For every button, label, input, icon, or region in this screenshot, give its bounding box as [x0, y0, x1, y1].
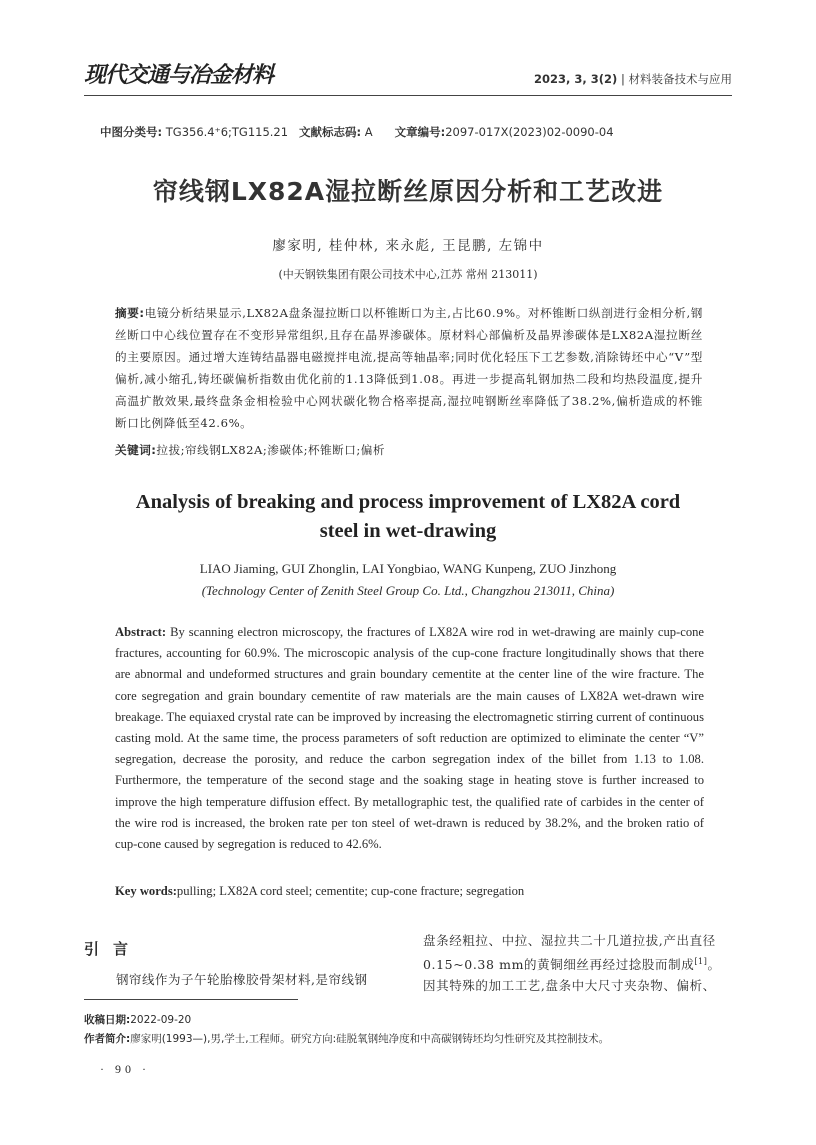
bio-value: 廖家明(1993—),男,学士,工程师。研究方向:硅脱氧钢纯净度和中高碳钢铸坯均匀性研究及其控制技术。 [130, 1033, 610, 1045]
article-no-value: 2097-017X(2023)02-0090-04 [445, 125, 614, 139]
issue-info: 2023, 3, 3(2) | 材料装备技术与应用 [534, 72, 732, 86]
received-value: 2022-09-20 [130, 1014, 192, 1026]
keywords-en-label: Key words: [115, 884, 177, 898]
abstract-cn-label: 摘要: [115, 306, 145, 320]
abstract-en-label: Abstract: [115, 625, 167, 639]
abstract-chinese [115, 302, 703, 435]
section-heading-intro: 引言 [84, 940, 143, 958]
header-rule [84, 95, 732, 96]
article-no-label: 文章编号: [394, 125, 446, 139]
affiliation-chinese: (中天钢铁集团有限公司技术中心,江苏 常州 213011) [278, 268, 538, 281]
keywords-chinese [115, 442, 385, 458]
intro-right-column [423, 930, 733, 996]
clc-value: TG356.4⁺6;TG115.21 [165, 125, 289, 139]
authors-english: LIAO Jiaming, GUI Zhonglin, LAI Yongbiao, WANG Kunpeng, ZUO Jinzhong [199, 561, 617, 576]
abstract-en-text: By scanning electron microscopy, the fractures of LX82A wire rod in wet-drawing are mainly cup-cone fractures, accounting for 60.9%. The microscopic analysis of the cup-cone fracture longitudinally shows that there are abnormal and undeformed structures and grain boundary cementite at the center line of the wire fracture. The core segregation and grain boundary cementite of raw materials are the main causes of LX82A wet-drawn wire breakage. The equiaxed crystal rate can be improved by increasing the electromagnetic stirring current of continuous casting mold. At the same time, the process parameters of soft reduction are optimized to eliminate the center “V” segregation, decrease the porosity, and reduce the carbon segregation index of the billet from 1.13 to 1.08. Furthermore, the temperature of the second stage and the soaking stage in heating stove is further increased to improve the high temperature diffusion effect. By metallographic test, the qualified rate of carbides in the center of the wire rod is increased, the broken rate per ton steel of wet-drawn is reduced by 38.2%, and the broken ratio of cup-cone caused by segregation is reduced to 42.6%. [115, 625, 705, 852]
footnote-rule [84, 999, 298, 1000]
issue-number: 2023, 3, 3(2) [534, 72, 618, 86]
intro-right-line1: 盘条经粗拉、中拉、湿拉共二十几道拉拔,产出直径 [423, 933, 716, 948]
author-bio [84, 1031, 609, 1046]
journal-logo: 现代交通与冶金材料 [84, 62, 274, 88]
doc-code-label: 文献标志码: [299, 125, 362, 139]
title-en-line1: Analysis of breaking and process improvement of LX82A cord [135, 491, 681, 513]
intro-right-line2a: 0.15~0.38 mm的黄铜细丝再经过捻股而制成 [423, 957, 695, 973]
reference-marker[interactable]: [1] [694, 957, 708, 966]
title-en-line2: steel in wet-drawing [319, 520, 497, 542]
received-date [84, 1012, 191, 1027]
received-label: 收稿日期: [84, 1014, 131, 1026]
keywords-cn-text: 拉拔;帘线钢LX82A;渗碳体;杯锥断口;偏析 [156, 443, 385, 457]
intro-left-text: 钢帘线作为子午轮胎橡胶骨架材料,是帘线钢 [116, 972, 368, 987]
doc-code-value: A [364, 125, 373, 139]
clc-label: 中图分类号: [100, 125, 163, 139]
journal-section: 材料装备技术与应用 [628, 72, 732, 86]
page-number: · 90 · [100, 1062, 150, 1076]
title-chinese: 帘线钢LX82A湿拉断丝原因分析和工艺改进 [152, 177, 664, 206]
intro-right-line2 [423, 951, 733, 975]
keywords-english [115, 884, 524, 899]
abstract-cn-text: 电镜分析结果显示,LX82A盘条湿拉断口以杯锥断口为主,占比60.9%。对杯锥断口纵剖进行金相分析,钢丝断口中心线位置存在不变形异常组织,且存在晶界渗碳体。原材料心部偏析及晶界渗碳体是LX82A湿拉断丝的主要原因。通过增大连铸结晶器电磁搅拌电流,提高等轴晶率;同时优化轻压下工艺参数,消除铸坯中心“V”型偏析,减小缩孔,铸坯碳偏析指数由优化前的1.13降低到1.08。再进一步提高轧钢加热二段和均热段温度,提升高温扩散效果,最终盘条金相检验中心网状碳化物合格率提高,湿拉吨钢断丝率降低了38.2%,偏析造成的杯锥断口比例降低至42.6%。 [115, 306, 703, 431]
authors-chinese: 廖家明, 桂仲林, 来永彪, 王昆鹏, 左锦中 [272, 238, 544, 254]
bio-label: 作者简介: [84, 1033, 131, 1045]
keywords-en-text: pulling; LX82A cord steel; cementite; cup-cone fracture; segregation [176, 884, 525, 898]
abstract-english [115, 622, 704, 855]
intro-right-line2b: 。 [707, 957, 721, 973]
intro-right-line3: 因其特殊的加工工艺,盘条中大尺寸夹杂物、偏析、 [423, 978, 716, 994]
classification-line [100, 124, 614, 140]
title-english [100, 488, 716, 546]
affiliation-english: (Technology Center of Zenith Steel Group Co. Ltd., Changzhou 213011, China) [201, 583, 615, 598]
keywords-cn-label: 关键词: [115, 443, 157, 457]
